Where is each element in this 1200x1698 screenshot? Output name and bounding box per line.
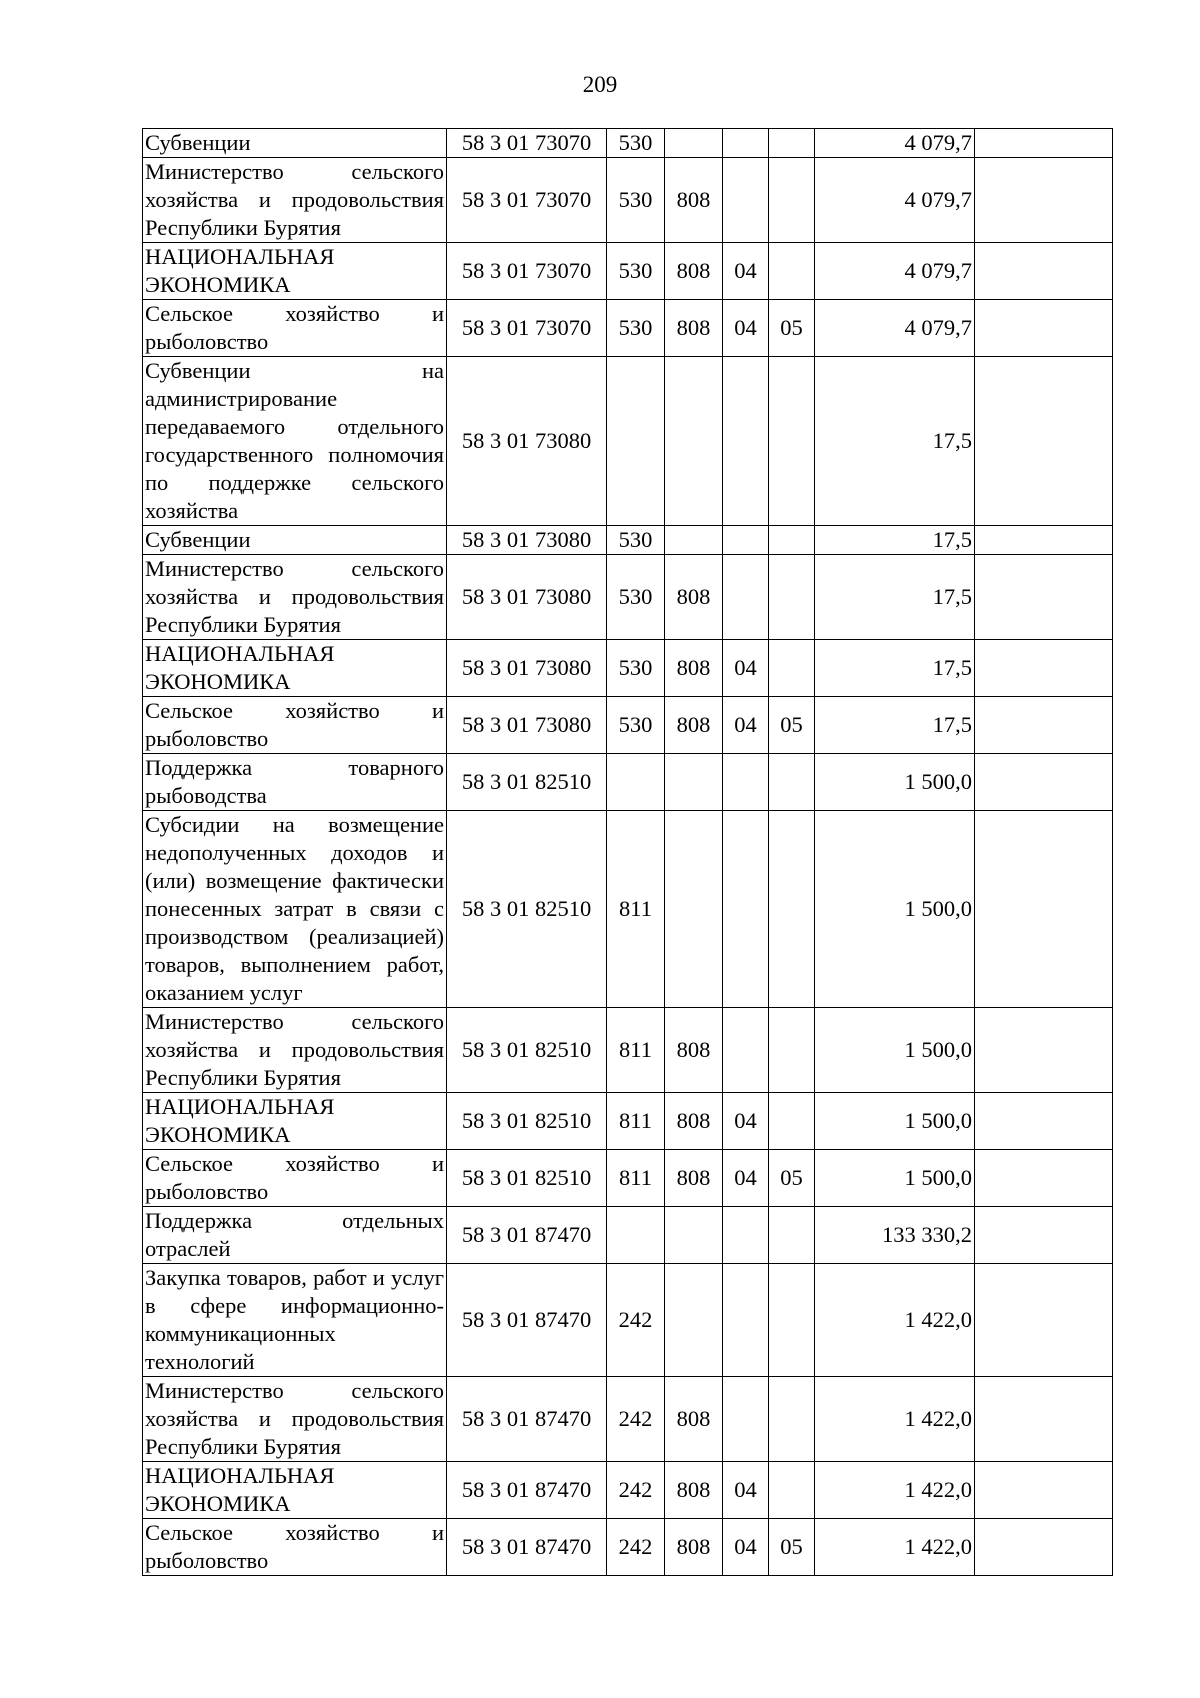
row-section-cell (723, 1377, 769, 1462)
row-expense-type-cell: 530 (607, 697, 665, 754)
row-section-cell (723, 1207, 769, 1264)
row-empty-cell (975, 754, 1113, 811)
row-empty-cell (975, 1008, 1113, 1093)
budget-table (142, 128, 1113, 1576)
row-amount-cell: 1 500,0 (815, 1093, 975, 1150)
row-name-cell: Субвенции (143, 526, 447, 555)
row-section-cell (723, 526, 769, 555)
row-section-cell (723, 555, 769, 640)
row-amount-cell: 1 422,0 (815, 1462, 975, 1519)
row-name-cell: Субвенции (143, 129, 447, 158)
row-section-cell: 04 (723, 1519, 769, 1576)
row-admin-code-cell (665, 1264, 723, 1377)
table-row (143, 1207, 1113, 1264)
row-section-cell (723, 754, 769, 811)
row-section-cell: 04 (723, 300, 769, 357)
row-name-cell: НАЦИОНАЛЬНАЯ ЭКОНОМИКА (143, 1462, 447, 1519)
row-admin-code-cell (665, 129, 723, 158)
row-target-article-cell: 58 3 01 82510 (447, 811, 607, 1008)
row-empty-cell (975, 526, 1113, 555)
row-target-article-cell: 58 3 01 87470 (447, 1207, 607, 1264)
row-subsection-cell: 05 (769, 1519, 815, 1576)
table-row (143, 1150, 1113, 1207)
row-name-cell: Министерство сельского хозяйства и продовольствия Республики Бурятия (143, 555, 447, 640)
row-target-article-cell: 58 3 01 87470 (447, 1264, 607, 1377)
row-amount-cell: 1 422,0 (815, 1519, 975, 1576)
row-admin-code-cell (665, 357, 723, 526)
row-subsection-cell (769, 1008, 815, 1093)
row-name-cell: Закупка товаров, работ и услуг в сфере информационно-коммуникационных технологий (143, 1264, 447, 1377)
row-empty-cell (975, 1093, 1113, 1150)
row-subsection-cell: 05 (769, 1150, 815, 1207)
row-expense-type-cell: 811 (607, 811, 665, 1008)
table-row (143, 129, 1113, 158)
row-target-article-cell: 58 3 01 73080 (447, 640, 607, 697)
row-empty-cell (975, 640, 1113, 697)
row-admin-code-cell (665, 811, 723, 1008)
row-target-article-cell: 58 3 01 87470 (447, 1519, 607, 1576)
row-admin-code-cell: 808 (665, 697, 723, 754)
row-expense-type-cell: 530 (607, 300, 665, 357)
row-section-cell (723, 158, 769, 243)
row-target-article-cell: 58 3 01 82510 (447, 1150, 607, 1207)
row-empty-cell (975, 811, 1113, 1008)
row-expense-type-cell: 530 (607, 555, 665, 640)
row-admin-code-cell: 808 (665, 1377, 723, 1462)
row-name-cell: Сельское хозяйство и рыболовство (143, 300, 447, 357)
row-empty-cell (975, 1150, 1113, 1207)
row-target-article-cell: 58 3 01 87470 (447, 1462, 607, 1519)
row-expense-type-cell: 530 (607, 158, 665, 243)
row-target-article-cell: 58 3 01 73080 (447, 697, 607, 754)
row-name-cell: Министерство сельского хозяйства и продовольствия Республики Бурятия (143, 158, 447, 243)
row-subsection-cell (769, 1207, 815, 1264)
row-subsection-cell (769, 243, 815, 300)
row-expense-type-cell: 242 (607, 1377, 665, 1462)
row-subsection-cell (769, 640, 815, 697)
table-row (143, 243, 1113, 300)
row-name-cell: НАЦИОНАЛЬНАЯ ЭКОНОМИКА (143, 243, 447, 300)
row-amount-cell: 17,5 (815, 697, 975, 754)
row-expense-type-cell (607, 754, 665, 811)
row-empty-cell (975, 697, 1113, 754)
row-name-cell: Субвенции на администрирование передаваемого отдельного государственного полномочия по поддержке сельского хозяйства (143, 357, 447, 526)
row-admin-code-cell (665, 526, 723, 555)
row-empty-cell (975, 1264, 1113, 1377)
table-row (143, 754, 1113, 811)
row-amount-cell: 1 500,0 (815, 811, 975, 1008)
row-empty-cell (975, 1207, 1113, 1264)
row-empty-cell (975, 158, 1113, 243)
row-subsection-cell (769, 1462, 815, 1519)
row-name-cell: Поддержка товарного рыбоводства (143, 754, 447, 811)
row-admin-code-cell: 808 (665, 1150, 723, 1207)
row-name-cell: Министерство сельского хозяйства и продовольствия Республики Бурятия (143, 1008, 447, 1093)
row-expense-type-cell: 242 (607, 1462, 665, 1519)
row-subsection-cell (769, 1264, 815, 1377)
row-section-cell (723, 811, 769, 1008)
row-subsection-cell (769, 1093, 815, 1150)
row-amount-cell: 1 422,0 (815, 1264, 975, 1377)
row-section-cell: 04 (723, 640, 769, 697)
row-expense-type-cell (607, 1207, 665, 1264)
row-expense-type-cell: 811 (607, 1093, 665, 1150)
row-section-cell: 04 (723, 243, 769, 300)
table-row (143, 640, 1113, 697)
table-row (143, 1093, 1113, 1150)
row-empty-cell (975, 357, 1113, 526)
row-amount-cell: 4 079,7 (815, 158, 975, 243)
row-amount-cell: 1 500,0 (815, 754, 975, 811)
row-expense-type-cell: 530 (607, 129, 665, 158)
table-row (143, 1264, 1113, 1377)
row-name-cell: НАЦИОНАЛЬНАЯ ЭКОНОМИКА (143, 640, 447, 697)
row-empty-cell (975, 555, 1113, 640)
table-row (143, 1519, 1113, 1576)
row-subsection-cell (769, 129, 815, 158)
row-subsection-cell: 05 (769, 300, 815, 357)
row-subsection-cell (769, 526, 815, 555)
row-admin-code-cell: 808 (665, 555, 723, 640)
row-admin-code-cell: 808 (665, 1462, 723, 1519)
table-row (143, 300, 1113, 357)
table-row (143, 526, 1113, 555)
row-name-cell: Сельское хозяйство и рыболовство (143, 1150, 447, 1207)
row-section-cell: 04 (723, 1150, 769, 1207)
row-amount-cell: 1 422,0 (815, 1377, 975, 1462)
row-target-article-cell: 58 3 01 82510 (447, 1008, 607, 1093)
row-admin-code-cell: 808 (665, 243, 723, 300)
row-amount-cell: 17,5 (815, 357, 975, 526)
row-section-cell (723, 1264, 769, 1377)
row-admin-code-cell: 808 (665, 1093, 723, 1150)
row-section-cell (723, 129, 769, 158)
row-subsection-cell (769, 754, 815, 811)
row-section-cell: 04 (723, 1093, 769, 1150)
row-target-article-cell: 58 3 01 87470 (447, 1377, 607, 1462)
row-expense-type-cell: 242 (607, 1264, 665, 1377)
row-section-cell (723, 357, 769, 526)
row-target-article-cell: 58 3 01 73070 (447, 300, 607, 357)
row-section-cell (723, 1008, 769, 1093)
row-name-cell: Сельское хозяйство и рыболовство (143, 1519, 447, 1576)
table-row (143, 555, 1113, 640)
row-admin-code-cell: 808 (665, 1008, 723, 1093)
table-row (143, 697, 1113, 754)
row-target-article-cell: 58 3 01 73080 (447, 357, 607, 526)
row-expense-type-cell: 530 (607, 526, 665, 555)
table-row (143, 357, 1113, 526)
page-number: 209 (582, 72, 618, 97)
row-amount-cell: 4 079,7 (815, 129, 975, 158)
row-admin-code-cell: 808 (665, 300, 723, 357)
row-section-cell: 04 (723, 697, 769, 754)
row-target-article-cell: 58 3 01 73070 (447, 129, 607, 158)
row-admin-code-cell (665, 754, 723, 811)
row-amount-cell: 133 330,2 (815, 1207, 975, 1264)
row-subsection-cell (769, 1377, 815, 1462)
table-row (143, 1008, 1113, 1093)
row-empty-cell (975, 243, 1113, 300)
row-empty-cell (975, 1462, 1113, 1519)
row-target-article-cell: 58 3 01 73070 (447, 243, 607, 300)
table-row (143, 1462, 1113, 1519)
table-row (143, 811, 1113, 1008)
row-target-article-cell: 58 3 01 82510 (447, 1093, 607, 1150)
row-subsection-cell (769, 158, 815, 243)
row-expense-type-cell: 530 (607, 640, 665, 697)
row-empty-cell (975, 300, 1113, 357)
row-target-article-cell: 58 3 01 82510 (447, 754, 607, 811)
row-amount-cell: 4 079,7 (815, 300, 975, 357)
row-subsection-cell (769, 811, 815, 1008)
row-name-cell: Сельское хозяйство и рыболовство (143, 697, 447, 754)
row-target-article-cell: 58 3 01 73080 (447, 526, 607, 555)
row-name-cell: НАЦИОНАЛЬНАЯ ЭКОНОМИКА (143, 1093, 447, 1150)
row-target-article-cell: 58 3 01 73080 (447, 555, 607, 640)
row-empty-cell (975, 1519, 1113, 1576)
row-subsection-cell: 05 (769, 697, 815, 754)
row-amount-cell: 17,5 (815, 640, 975, 697)
row-expense-type-cell: 811 (607, 1150, 665, 1207)
row-amount-cell: 4 079,7 (815, 243, 975, 300)
row-admin-code-cell: 808 (665, 1519, 723, 1576)
budget-table-body (143, 129, 1113, 1576)
row-name-cell: Министерство сельского хозяйства и продовольствия Республики Бурятия (143, 1377, 447, 1462)
row-amount-cell: 17,5 (815, 526, 975, 555)
row-expense-type-cell: 530 (607, 243, 665, 300)
row-expense-type-cell: 242 (607, 1519, 665, 1576)
row-name-cell: Субсидии на возмещение недополученных доходов и (или) возмещение фактически понесенных затрат в связи с производством (реализацией) товаров, выполнением работ, оказанием услуг (143, 811, 447, 1008)
row-amount-cell: 1 500,0 (815, 1008, 975, 1093)
row-subsection-cell (769, 357, 815, 526)
row-expense-type-cell: 811 (607, 1008, 665, 1093)
row-admin-code-cell: 808 (665, 640, 723, 697)
row-admin-code-cell (665, 1207, 723, 1264)
row-section-cell: 04 (723, 1462, 769, 1519)
row-subsection-cell (769, 555, 815, 640)
table-row (143, 1377, 1113, 1462)
row-amount-cell: 17,5 (815, 555, 975, 640)
row-expense-type-cell (607, 357, 665, 526)
row-empty-cell (975, 129, 1113, 158)
row-empty-cell (975, 1377, 1113, 1462)
row-amount-cell: 1 500,0 (815, 1150, 975, 1207)
table-row (143, 158, 1113, 243)
row-target-article-cell: 58 3 01 73070 (447, 158, 607, 243)
row-name-cell: Поддержка отдельных отраслей (143, 1207, 447, 1264)
row-admin-code-cell: 808 (665, 158, 723, 243)
